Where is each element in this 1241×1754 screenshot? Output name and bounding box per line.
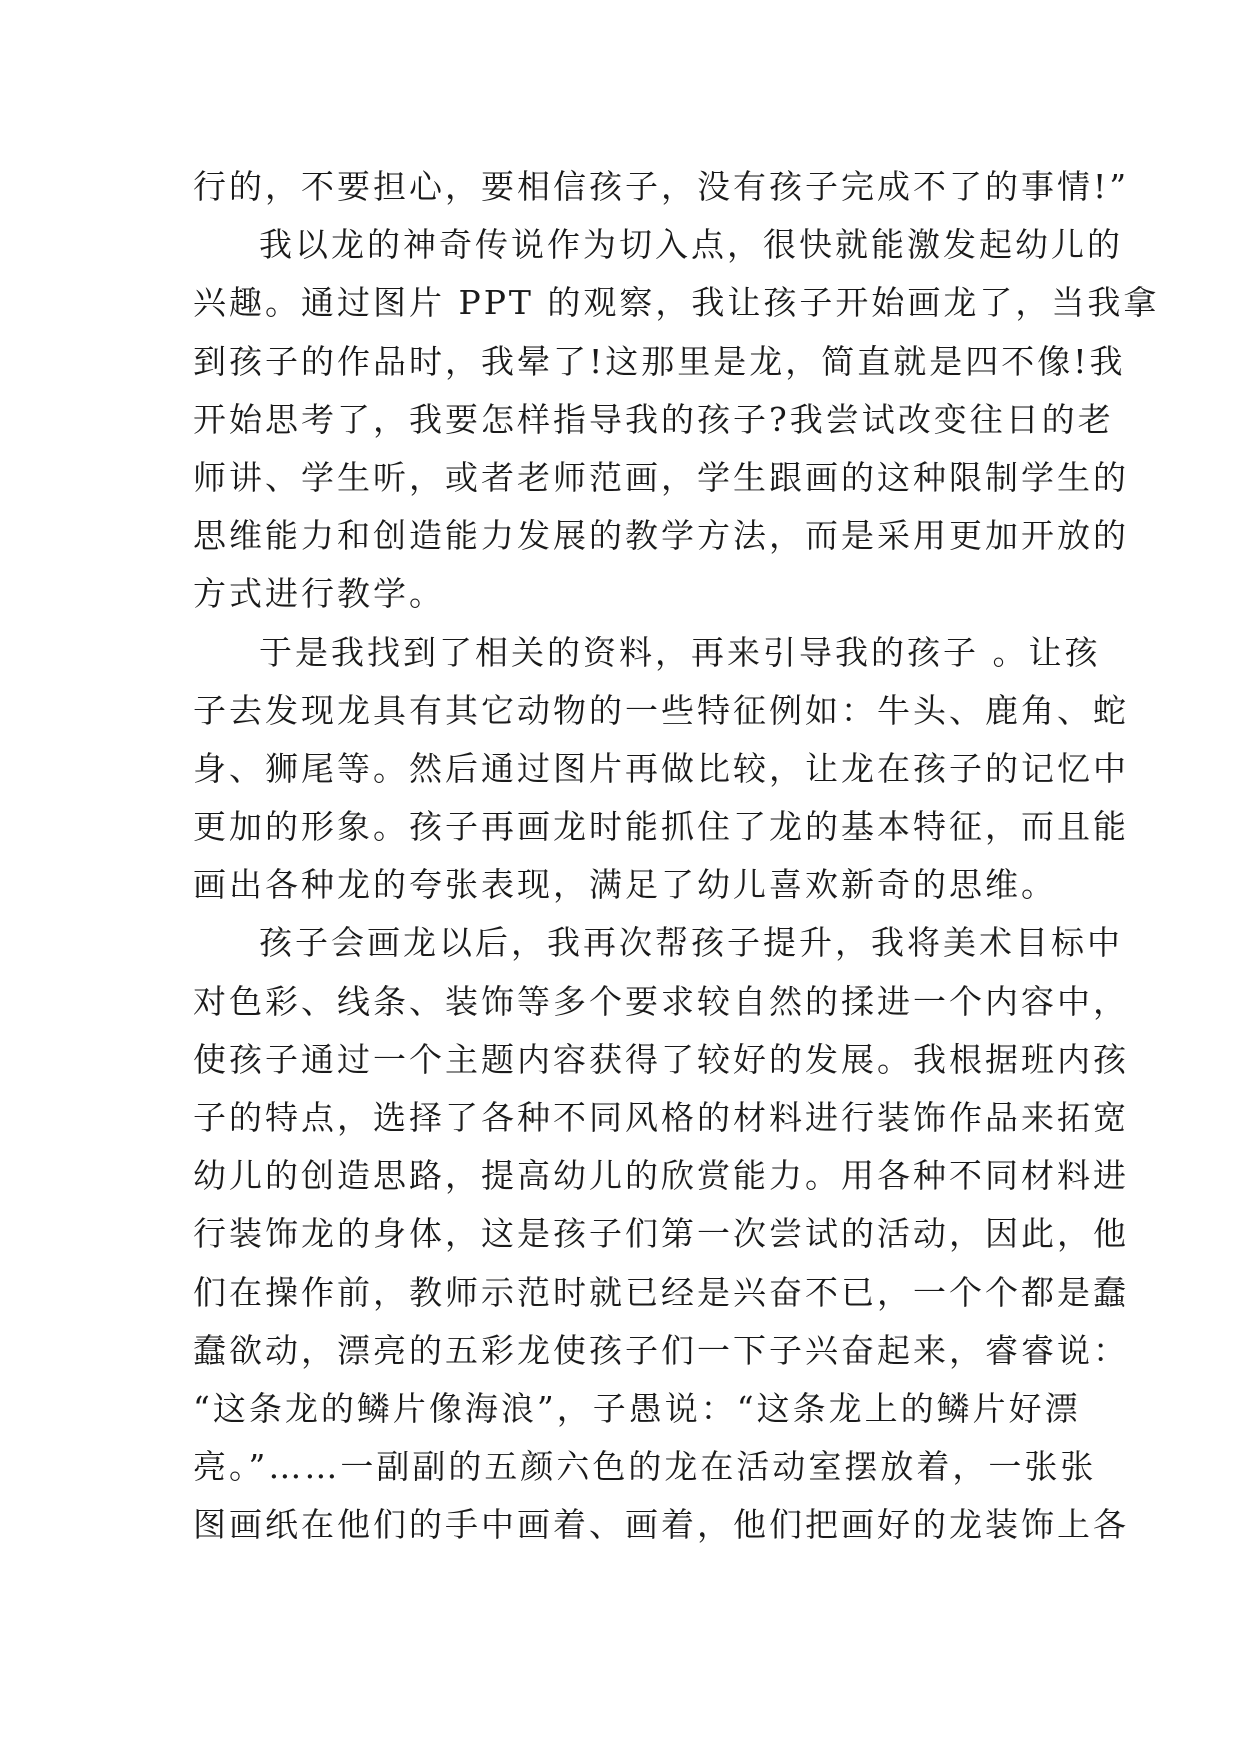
text-line: 方式进行教学。 — [193, 574, 445, 614]
text-line: 行装饰龙的身体，这是孩子们第一次尝试的活动，因此，他 — [193, 1214, 1129, 1254]
text-line: 蠢欲动，漂亮的五彩龙使孩子们一下子兴奋起来，睿睿说： — [193, 1330, 1129, 1370]
text-line: 思维能力和创造能力发展的教学方法，而是采用更加开放的 — [193, 516, 1129, 556]
text-line: 使孩子通过一个主题内容获得了较好的发展。我根据班内孩 — [193, 1039, 1129, 1079]
text-line: 对色彩、线条、装饰等多个要求较自然的揉进一个内容中， — [193, 981, 1129, 1021]
text-line: 身、狮尾等。然后通过图片再做比较，让龙在孩子的记忆中 — [193, 748, 1129, 788]
text-line: 到孩子的作品时，我晕了!这那里是龙，简直就是四不像!我 — [193, 341, 1126, 381]
text-line: 孩子会画龙以后，我再次帮孩子提升，我将美术目标中 — [259, 923, 1123, 963]
text-line: 子去发现龙具有其它动物的一些特征例如：牛头、鹿角、蛇 — [193, 690, 1129, 730]
text-line: 亮。”……一副副的五颜六色的龙在活动室摆放着，一张张 — [193, 1447, 1097, 1487]
text-line: 们在操作前，教师示范时就已经是兴奋不已，一个个都是蠢 — [193, 1272, 1129, 1312]
body-text — [193, 158, 1160, 1555]
text-line: 更加的形象。孩子再画龙时能抓住了龙的基本特征，而且能 — [193, 807, 1129, 847]
text-line: 图画纸在他们的手中画着、画着，他们把画好的龙装饰上各 — [193, 1505, 1129, 1545]
text-line: 我以龙的神奇传说作为切入点，很快就能激发起幼儿的 — [259, 225, 1123, 265]
text-line: 画出各种龙的夸张表现，满足了幼儿喜欢新奇的思维。 — [193, 865, 1057, 905]
text-line: 行的，不要担心，要相信孩子，没有孩子完成不了的事情!” — [193, 167, 1130, 206]
text-line: 幼儿的创造思路，提高幼儿的欣赏能力。用各种不同材料进 — [193, 1156, 1129, 1196]
text-line: 师讲、学生听，或者老师范画，学生跟画的这种限制学生的 — [193, 457, 1129, 497]
text-line: 兴趣。通过图片 PPT 的观察，我让孩子开始画龙了，当我拿 — [193, 283, 1160, 323]
text-line: 于是我找到了相关的资料，再来引导我的孩子 。让孩 — [259, 632, 1101, 672]
text-line: “这条龙的鳞片像海浪”，子愚说：“这条龙上的鳞片好漂 — [193, 1388, 1081, 1428]
text-line: 子的特点，选择了各种不同风格的材料进行装饰作品来拓宽 — [193, 1098, 1129, 1137]
text-line: 开始思考了，我要怎样指导我的孩子?我尝试改变往日的老 — [193, 399, 1114, 439]
